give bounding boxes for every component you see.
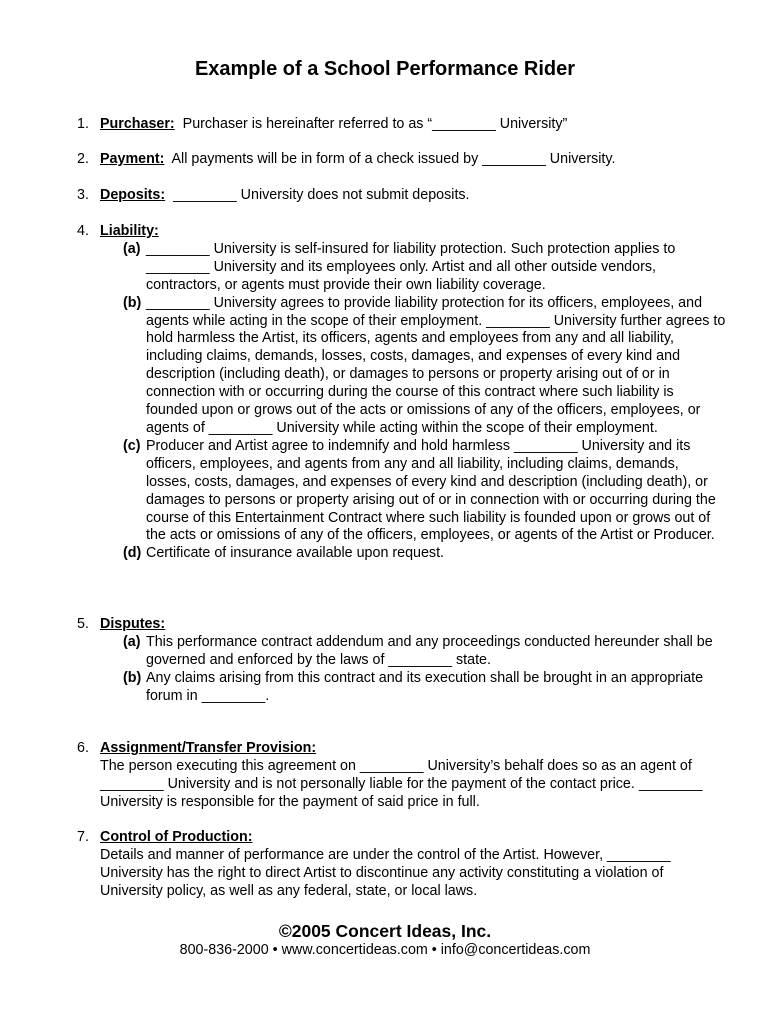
liability-clause-c — [123, 438, 727, 545]
clause-text: Producer and Artist agree to indemnify and hold harmless ________ University and its officers, employees, and agents from any and all liability, including claims, demands, losses, costs, damages, and expenses of every kind and description (including death), or damages to persons or property arising out of or in connection with or occurring during the course of this Entertainment Contract where such liability is founded upon or grows out of the acts or omissions of any of the officers, employees, or agents of the Artist or Producer. — [146, 437, 716, 544]
clause-text: This performance contract addendum and any proceedings conducted hereunder shall be governed and enforced by the laws of ________ state. — [146, 633, 713, 668]
section-text: Details and manner of performance are under the control of the Artist. However, ________ University has the right to direct Artist to discontinue any activity constituting a violation of University policy, as well as any federal, state, or local laws. — [100, 846, 671, 899]
section-text: All payments will be in form of a check issued by ________ University. — [171, 151, 616, 167]
section-heading: Assignment/Transfer Provision: — [100, 740, 317, 756]
section-number: 6. — [77, 740, 89, 756]
section-heading: Liability: — [100, 223, 159, 239]
section-number: 5. — [77, 616, 89, 632]
section-number: 4. — [77, 223, 89, 239]
clause-text: Any claims arising from this contract and its execution shall be brought in an appropriate forum in ________. — [146, 669, 704, 704]
section-text: Purchaser is hereinafter referred to as “________ University” — [182, 116, 568, 132]
section-number: 7. — [77, 829, 89, 845]
section-heading: Control of Production: — [100, 829, 253, 845]
section-heading: Purchaser: — [100, 116, 175, 132]
section-control-of-production — [77, 829, 727, 901]
liability-clause-b — [123, 295, 727, 438]
section-liability — [77, 223, 727, 563]
section-number: 2. — [77, 151, 89, 167]
section-text: The person executing this agreement on ________ University’s behalf does so as an agent of ________ University and is not personally liable for the payment of the contact price. ________ University is responsible for the payment of said price in full. — [100, 757, 703, 810]
section-number: 1. — [77, 116, 89, 132]
section-purchaser — [77, 116, 727, 134]
clause-label: (a) — [123, 633, 141, 650]
clause-text: ________ University is self-insured for liability protection. Such protection applies to ________ University and its employees only. Artist and all other outside vendors, contractors, or agents must provide their own liability coverage. — [146, 240, 676, 293]
disputes-clause-a — [123, 634, 727, 670]
footer-contact: 800-836-2000 • www.concertideas.com • info@concertideas.com — [179, 942, 591, 958]
disputes-clause-b — [123, 670, 727, 706]
page-title: Example of a School Performance Rider — [194, 58, 576, 80]
section-text: ________ University does not submit deposits. — [173, 187, 470, 203]
section-heading: Deposits: — [100, 187, 166, 203]
section-heading: Disputes: — [100, 616, 166, 632]
section-payment — [77, 151, 727, 169]
liability-clause-d — [123, 545, 727, 563]
section-heading: Payment: — [100, 151, 165, 167]
section-deposits — [77, 187, 727, 205]
section-number: 3. — [77, 187, 89, 203]
section-disputes — [77, 616, 727, 706]
clause-label: (c) — [123, 437, 141, 454]
clause-label: (a) — [123, 240, 141, 257]
clause-label: (b) — [123, 669, 142, 686]
clause-text: ________ University agrees to provide liability protection for its officers, employees, and agents while acting in the scope of their employment. ________ University further agrees to hold harmless the Artist, its officers, agents and employees from any and all liability, including claims, demands, losses, costs, damages, and expenses of every kind and description (including death), or damages to persons or property arising out of or in connection with or occurring during the course of this contract where such liability is founded upon or grows out of the acts or omissions of any of the officers, employees, or agents of ________ University while acting within the scope of their employment. — [146, 294, 726, 436]
liability-clause-a — [123, 241, 727, 295]
clause-text: Certificate of insurance available upon request. — [146, 545, 445, 562]
clause-label: (b) — [123, 294, 142, 311]
section-assignment — [77, 740, 727, 812]
footer-company: ©2005 Concert Ideas, Inc. — [278, 921, 492, 941]
clause-label: (d) — [123, 545, 142, 562]
